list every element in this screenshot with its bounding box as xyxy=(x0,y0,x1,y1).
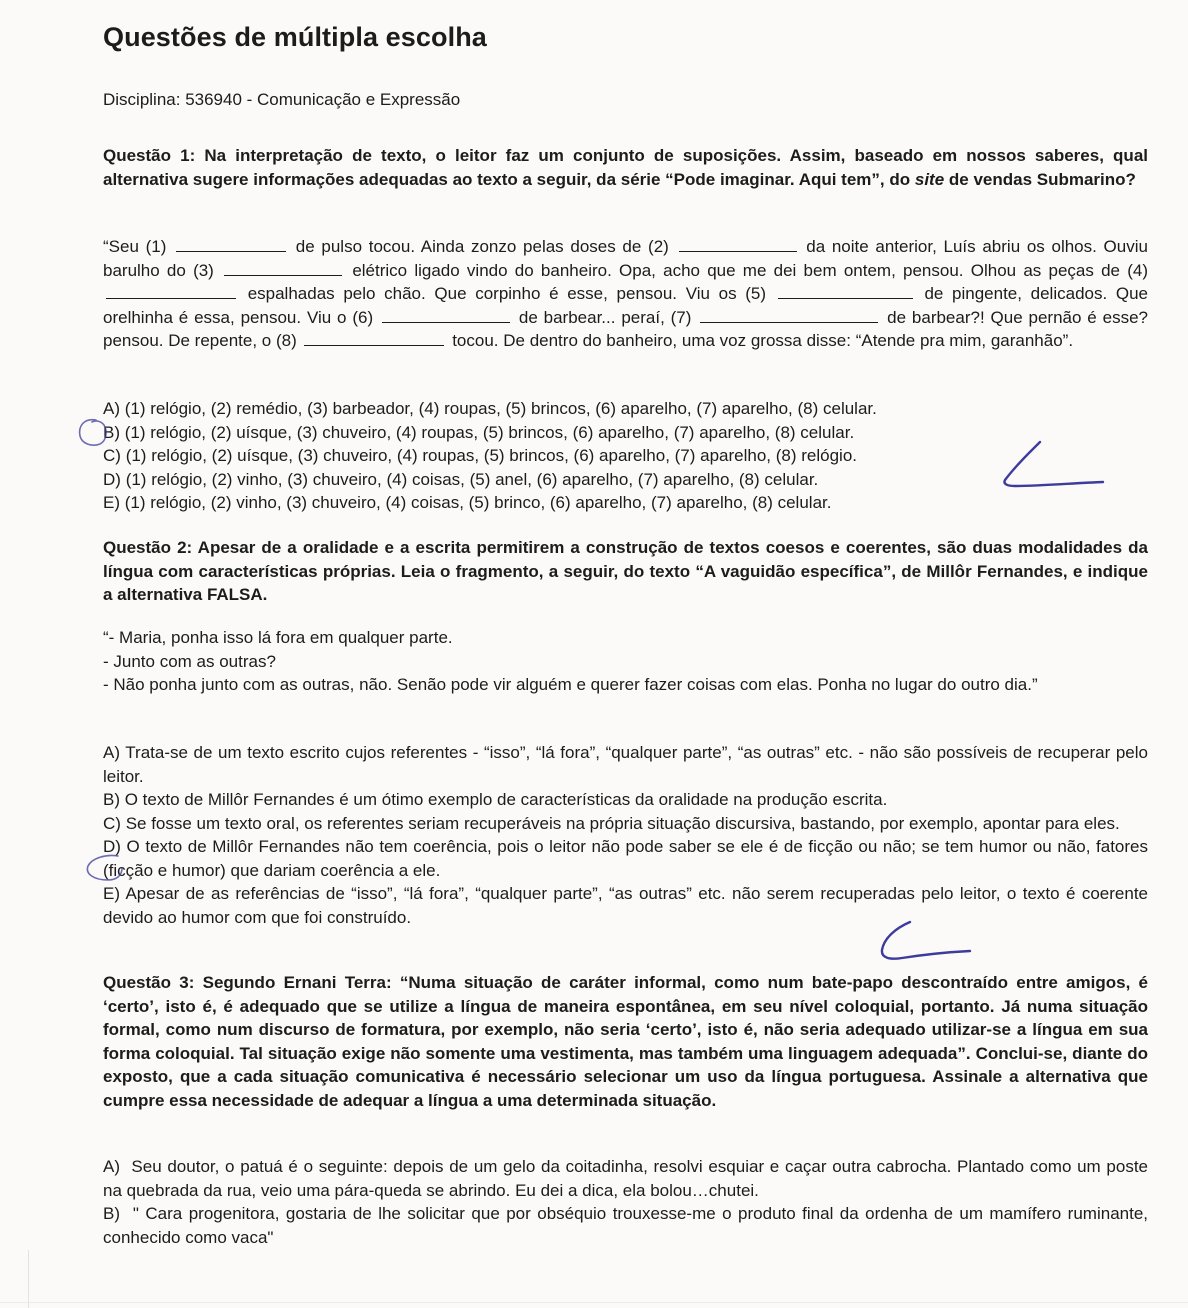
question-1-options xyxy=(103,397,1148,515)
scan-edge-left xyxy=(28,1250,29,1308)
q1-option-a[interactable]: A) (1) relógio, (2) remédio, (3) barbeador, (4) roupas, (5) brincos, (6) aparelho, (7) aparelho, (8) celular. xyxy=(103,399,877,418)
blank-1 xyxy=(176,237,286,252)
q3-option-a[interactable]: A) Seu doutor, o patuá é o seguinte: depois de um gelo da coitadinha, resolvi esquiar e caçar outra cabrocha. Plantado como um poste na quebrada da rua, veio uma pára-queda se abrindo. Eu dei a dica, ela bolou…chutei. xyxy=(103,1157,1149,1200)
question-2-options xyxy=(103,741,1148,929)
question-1-passage: “Seu (1) de pulso tocou. Ainda zonzo pelas doses de (2) da noite anterior, Luís abriu os olhos. Ouviu barulho do (3) elétrico ligado vindo do banheiro. Opa, acho que me dei bem ontem, pensou. Olhou as peças de (4) espalhadas pelo chão. Que corpinho é esse, pensou. Viu os (5) de pingente, delicados. Que orelhinha é essa, pensou. Viu o (6) de barbear... peraí, (7) de barbear?! Que pernão é esse? pensou. De repente, o (8) tocou. De dentro do banheiro, uma voz grossa disse: “Atende pra mim, garanhão”. xyxy=(103,237,1149,350)
blank-2 xyxy=(679,237,797,252)
question-3-options xyxy=(103,1155,1148,1249)
question-3-prompt: Questão 3: Segundo Ernani Terra: “Numa situação de caráter informal, como num bate-papo descontraído entre amigos, é ‘certo’, isto é, é adequado que se utilize a língua de maneira espontânea, em seu nível coloquial, portanto. Já numa situação formal, como num discurso de formatura, por exemplo, não seria ‘certo’, isto é, não seria adequado utilizar-se a língua em sua forma coloquial. Tal situação exige não somente uma vestimenta, mas também uma linguagem adequada”. Conclui-se, diante do exposto, que a cada situação comunicativa é necessário selecionar um uso da língua portuguesa. Assinale a alternativa que cumpre essa necessidade de adequar a língua a uma determinada situação. xyxy=(103,973,1148,1110)
question-1-label: Questão 1: xyxy=(103,146,196,165)
question-3-label: Questão 3: xyxy=(103,973,195,992)
q2-option-e[interactable]: E) Apesar de as referências de “isso”, “lá fora”, “qualquer parte”, “as outras” etc. não serem recuperadas pelo leitor, o texto é coerente devido ao humor com que foi construído. xyxy=(103,884,1148,927)
question-1-prompt: Questão 1: Na interpretação de texto, o leitor faz um conjunto de suposições. Assim, baseado em nossos saberes, qual alternativa sugere informações adequadas ao texto a seguir, da série “Pode imaginar. Aqui tem”, do site de vendas Submarino? xyxy=(103,146,1148,189)
blank-5 xyxy=(778,284,913,299)
blank-4 xyxy=(106,284,236,299)
q1-option-d[interactable]: D) (1) relógio, (2) vinho, (3) chuveiro, (4) coisas, (5) anel, (6) aparelho, (7) aparelho, (8) celular. xyxy=(103,469,819,489)
question-2-prompt: Questão 2: Apesar de a oralidade e a escrita permitirem a construção de textos coesos e coerentes, são duas modalidades da língua com características próprias. Leia o fragmento, a seguir, do texto “A vaguidão específica”, de Millôr Fernandes, e indique a alternativa FALSA. xyxy=(103,538,1148,604)
q3-option-b[interactable]: B) " Cara progenitora, gostaria de lhe solicitar que por obséquio trouxesse-me o produto final da ordenha de um mamífero ruminante, conhecido como vaca" xyxy=(103,1204,1149,1247)
q1-option-e[interactable]: E) (1) relógio, (2) vinho, (3) chuveiro, (4) coisas, (5) brinco, (6) aparelho, (7) aparelho, (8) celular. xyxy=(103,493,832,512)
blank-6 xyxy=(382,308,510,323)
q2-option-c[interactable]: C) Se fosse um texto oral, os referentes seriam recuperáveis na própria situação discursiva, bastando, por exemplo, apontar para eles. xyxy=(103,813,1120,833)
discipline-label: Disciplina: 536940 - Comunicação e Expressão xyxy=(103,90,461,109)
q1-option-b[interactable]: B) (1) relógio, (2) uísque, (3) chuveiro, (4) roupas, (5) brincos, (6) aparelho, (7) aparelho, (8) celular. xyxy=(103,422,855,442)
q2-option-a[interactable]: A) Trata-se de um texto escrito cujos referentes - “isso”, “lá fora”, “qualquer parte”, “as outras” etc. - não são possíveis de recuperar pelo leitor. xyxy=(103,743,1148,786)
q1-option-c[interactable]: C) (1) relógio, (2) uísque, (3) chuveiro, (4) roupas, (5) brincos, (6) aparelho, (7) aparelho, (8) relógio. xyxy=(103,446,858,465)
q2-option-d[interactable]: D) O texto de Millôr Fernandes não tem coerência, pois o leitor não pode saber se ele é de ficção ou não; se tem humor ou não, fatores (ficção e humor) que dariam coerência a ele. xyxy=(103,837,1148,880)
scan-edge-bottom xyxy=(0,1302,1188,1303)
blank-3 xyxy=(224,261,342,276)
question-2-label: Questão 2: xyxy=(103,538,193,557)
blank-8 xyxy=(304,331,444,346)
question-2-passage: “- Maria, ponha isso lá fora em qualquer parte. - Junto com as outras? - Não ponha junto com as outras, não. Senão pode vir alguém e querer fazer coisas com elas. Ponha no lugar do outro dia.” xyxy=(103,628,1038,694)
blank-7 xyxy=(700,308,878,323)
q2-option-b[interactable]: B) O texto de Millôr Fernandes é um ótimo exemplo de características da oralidade na produção escrita. xyxy=(103,790,888,809)
page-title: Questões de múltipla escolha xyxy=(103,22,487,52)
